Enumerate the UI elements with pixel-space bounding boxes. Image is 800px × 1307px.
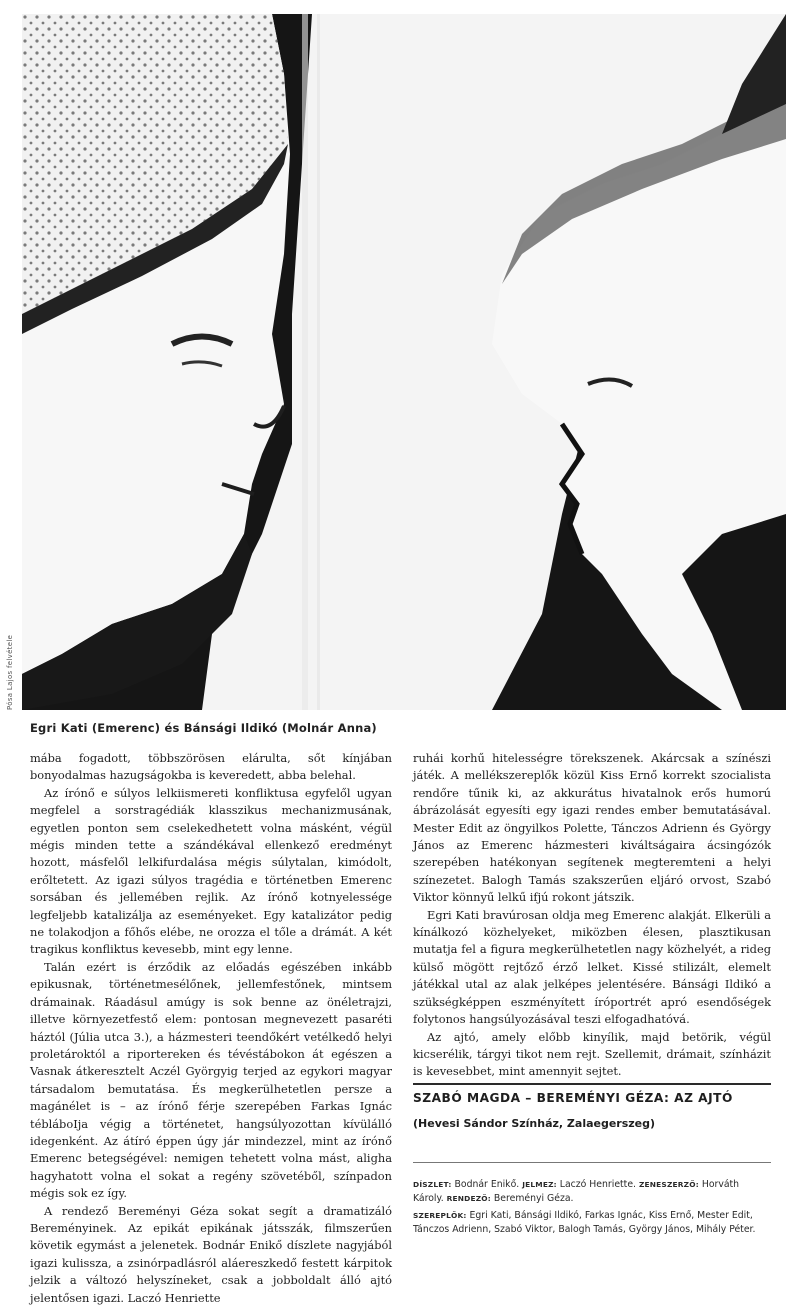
photo-caption: Egri Kati (Emerenc) és Bánsági Ildikó (Molnár Anna) (30, 721, 377, 735)
costume-value: Laczó Henriette. (559, 1179, 637, 1190)
article-left-column (30, 750, 392, 1307)
article-paragraph: Talán ezért is érződik az előadás egészében inkább epikusnak, történetmesélőnek, jellemfestőnek, mintsem drámainak. Ráadásul amúgy is sok benne az önéletrajzi, illetve környezetfestő elem: pontosan megnevezett pasaréti háztól (Júlia utca 3.), a házmesteri teendőkért vetélkedő helyi proletároktól a riportereken és tévéstábokon át egészen a Vasnak átkeresztelt Aczél Györgyig terjed az egykori magyar társadalom bemutatása. És megkerülhetetlen persze a magánélet is – az írónő férje szerepében Farkas Ignác tébláboIja végig a történetet, hangsúlyozottan kívülálló idegenként. Az átíró éppen úgy jár mindezzel, mint az írónő Emerenc betegségével: nemigen tehetett volna mást, aligha hagyhatott volna el sokat a regény szövetéből, színpadon mégis sok ez így. (30, 959, 392, 1201)
set-value: Bodnár Enikő. (454, 1179, 520, 1190)
article-paragraph: mába fogadott, többszörösen elárulta, sőt kínjában bonyodalmas hazugságokba is keveredett, abba belehal. (30, 751, 392, 783)
crew-credits (413, 1178, 771, 1205)
article-paragraph: Egri Kati bravúrosan oldja meg Emerenc alakját. Elkerüli a kínálkozó közhelyeket, miközben élesen, plasztikusan mutatja fel a figura megkerülhetetlen nagy közhelyét, a rideg külső mögött rejtőző érző lelket. Kissé stilizált, elemelt játékkal utal az alak jelképes jelentésére. Bánsági Ildikó a szükségképpen eszményített íróportrét apró esendőségek folytonos hangsúlyozásával teszi elfogadhatóvá. (413, 907, 771, 1027)
production-photo (22, 14, 786, 710)
infobox-title: SZABÓ MAGDA – BEREMÉNYI GÉZA: AZ AJTÓ (413, 1091, 733, 1105)
photo-illustration (22, 14, 786, 710)
infobox-divider (413, 1162, 771, 1163)
cast-credits (413, 1209, 771, 1236)
production-credits (413, 1178, 771, 1240)
photo-credit-text: Pósa Lajos felvétele (6, 634, 14, 710)
costume-label: JELMEZ: (522, 1180, 557, 1189)
cast-label: SZEREPLŐK: (413, 1211, 467, 1220)
infobox-venue: (Hevesi Sándor Színház, Zalaegerszeg) (413, 1117, 656, 1130)
photo-credit (4, 634, 18, 710)
composer-value: Horváth Károly. (413, 1179, 740, 1204)
article-paragraph: ruhái korhű hitelességre törekszenek. Akárcsak a színészi játék. A mellékszereplők közül Kiss Ernő korrekt szocialista rendőre tűnik ki, az akkurátus hivatalnok erős humorú ábrázolását egyesíti egy igazi rendes ember bemutatásával. Mester Edit az öngyilkos Polette, Tánczos Adrienn és György János az Emerenc házmesteri kiváltságaira ácsingózók szerepében hatékonyan segítenek megteremteni a helyi színezetet. Balogh Tamás szakszerűen eljáró orvost, Szabó Viktor könnyű lelkű ifjú rokont játszik. (413, 751, 771, 905)
article-paragraph: Az ajtó, amely előbb kinyílik, majd betörik, végül kicserélik, tárgyi tikot nem rejt. Szellemit, drámait, színházit is kevesebbet, mint amennyit sejtet. (413, 1029, 771, 1079)
infobox-top-rule (413, 1083, 771, 1085)
director-label: RENDEZŐ: (446, 1193, 491, 1203)
director-value: Bereményi Géza. (493, 1192, 574, 1204)
article-right-column (413, 750, 771, 1081)
cast-value: Egri Kati, Bánsági Ildikó, Farkas Ignác, Kiss Ernő, Mester Edit, Tánczos Adrienn, Szabó Viktor, Balogh Tamás, György János, Mihály Péter. (413, 1210, 756, 1235)
article-paragraph: Az írónő e súlyos lelkiismereti konfliktusa egyfelől ugyan megfelel a sorstragédiák klasszikus mechanizmusának, egyetlen ponton sem cselekedhetett volna másként, végül mégis minden tette a szándékával ellenkező eredményt hozott, másfelől lelkifurdalása mégis súlytalan, kimódolt, erőltetett. Az igazi súlyos tragédia e történetben Emerenc sorsában és jellemében rejlik. Az írónő kotnyelessége legfeljebb katalizálja az eseményeket. Egy katalizátor pedig ne tolakodjon a főhős elébe, ne orozza el tőle a drámát. A két tragikus konfliktus kevesebb, mint egy lenne. (30, 785, 392, 957)
composer-label: ZENESZERZŐ: (638, 1180, 699, 1189)
set-label: DÍSZLET: (413, 1180, 452, 1189)
article-paragraph: A rendező Bereményi Géza sokat segít a dramatizáló Bereményinek. Az epikát epikának játsszák, filmszerűen követik egymást a jelenetek. Bodnár Enikő díszlete nagyjából igazi kulissza, a zsinórpadlásról aláereszkedő festett kárpitok jelzik a változó helyszíneket, csak a jobboldalt álló ajtó jelentősen igazi. Laczó Henriette (30, 1203, 392, 1305)
